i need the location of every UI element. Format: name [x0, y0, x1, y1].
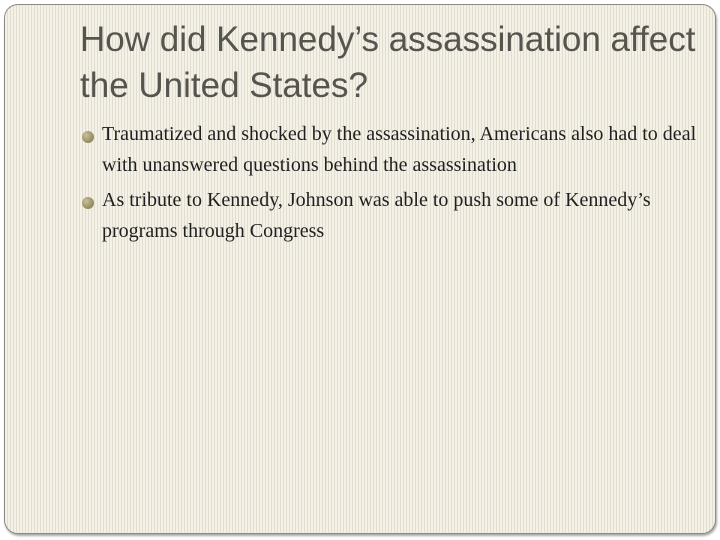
slide-title: How did Kennedy’s assassination affect the United States? [80, 20, 696, 105]
bullet-item [82, 119, 702, 181]
round-bullet-icon [82, 197, 94, 209]
bullet-list [82, 119, 702, 251]
bullet-item [82, 185, 702, 247]
bullet-text: Traumatized and shocked by the assassination, Americans also had to deal with unanswered questions behind the assassination [102, 123, 697, 176]
slide-frame [4, 4, 716, 534]
round-bullet-icon [82, 131, 94, 143]
bullet-text: As tribute to Kennedy, Johnson was able to push some of Kennedy’s programs through Congress [102, 189, 651, 242]
